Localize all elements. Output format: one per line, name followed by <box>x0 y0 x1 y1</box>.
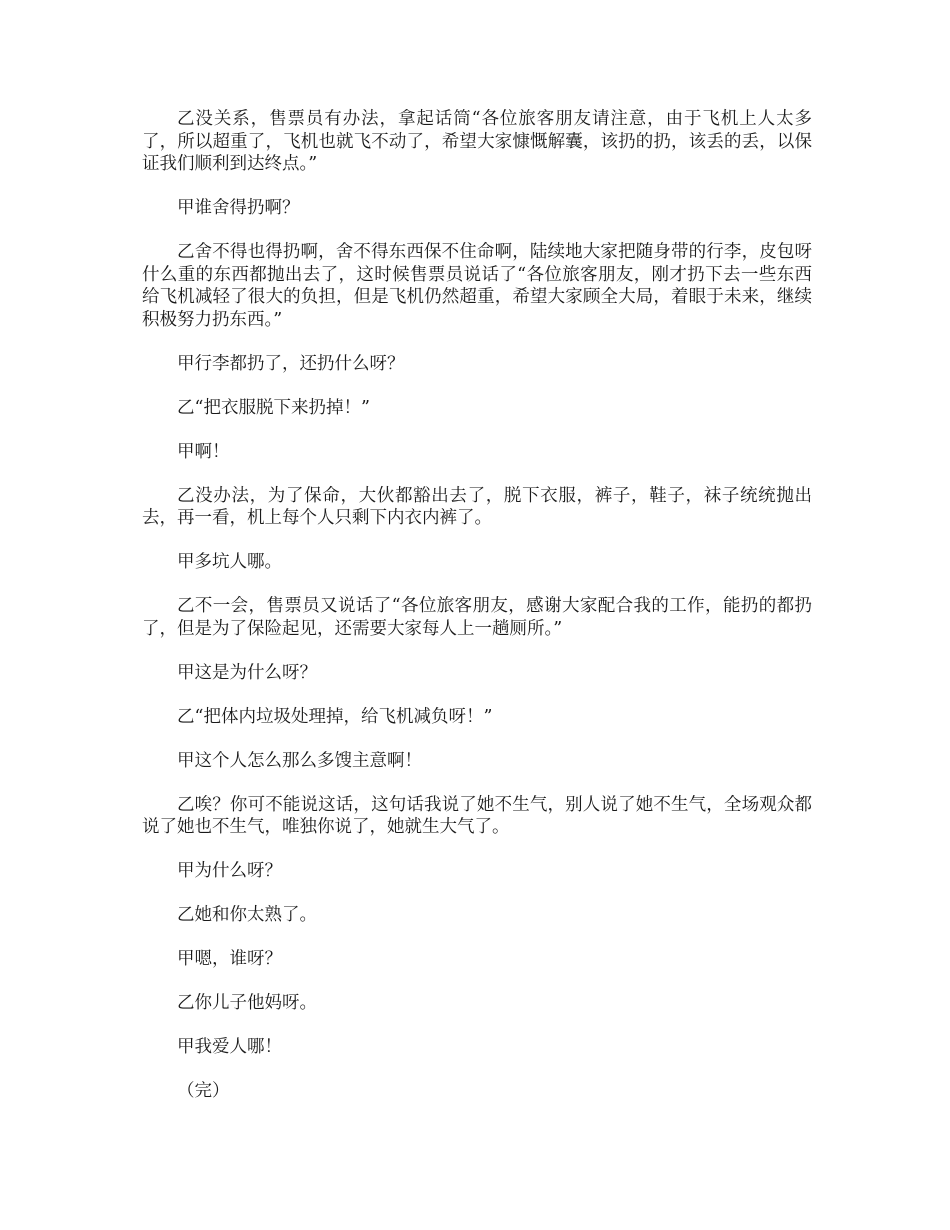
paragraph: 甲我爱人哪！ <box>177 1037 282 1057</box>
paragraph: 乙“把衣服脱下来扔掉！” <box>177 397 370 418</box>
paragraph: 甲谁舍得扔啊？ <box>177 198 300 218</box>
paragraph: 甲行李都扔了，还扔什么呀？ <box>177 353 405 374</box>
paragraph: 乙唉？你可不能说这话，这句话我说了她不生气，别人说了她不生气，全场观众都说了她也不生气，唯独你说了，她就生大气了。 <box>142 794 812 837</box>
end-marker: （完） <box>177 1081 230 1101</box>
paragraph: 甲这是为什么呀？ <box>177 662 317 683</box>
document-body <box>142 108 812 1124</box>
paragraph: 乙没办法，为了保命，大伙都豁出去了，脱下衣服，裤子，鞋子，袜子统统抛出去，再一看，机上每个人只剩下内衣内裤了。 <box>142 485 812 528</box>
paragraph: 甲嗯，谁呀？ <box>177 949 282 969</box>
paragraph: 乙她和你太熟了。 <box>177 905 317 925</box>
paragraph: 乙“把体内垃圾处理掉，给飞机减负呀！” <box>177 706 493 727</box>
paragraph: 甲啊！ <box>177 441 230 462</box>
paragraph: 甲多坑人哪。 <box>177 552 282 572</box>
paragraph: 甲为什么呀？ <box>177 861 282 881</box>
paragraph: 乙舍不得也得扔啊，舍不得东西保不住命啊，陆续地大家把随身带的行李，皮包呀什么重的东西都抛出去了，这时候售票员说话了“各位旅客朋友，刚才扔下去一些东西给飞机减轻了很大的负担，但是飞机仍然超重，希望大家顾全大局，着眼于未来，继续积极努力扔东西。” <box>142 242 812 330</box>
paragraph: 乙你儿子他妈呀。 <box>177 993 317 1013</box>
paragraph: 甲这个人怎么那么多馊主意啊！ <box>177 750 422 771</box>
paragraph: 乙没关系，售票员有办法，拿起话筒“各位旅客朋友请注意，由于飞机上人太多了，所以超重了，飞机也就飞不动了，希望大家慷慨解囊，该扔的扔，该丢的丢，以保证我们顺利到达终点。” <box>142 109 812 174</box>
paragraph: 乙不一会，售票员又说话了“各位旅客朋友，感谢大家配合我的工作，能扔的都扔了，但是为了保险起见，还需要大家每人上一趟厕所。” <box>142 596 812 639</box>
